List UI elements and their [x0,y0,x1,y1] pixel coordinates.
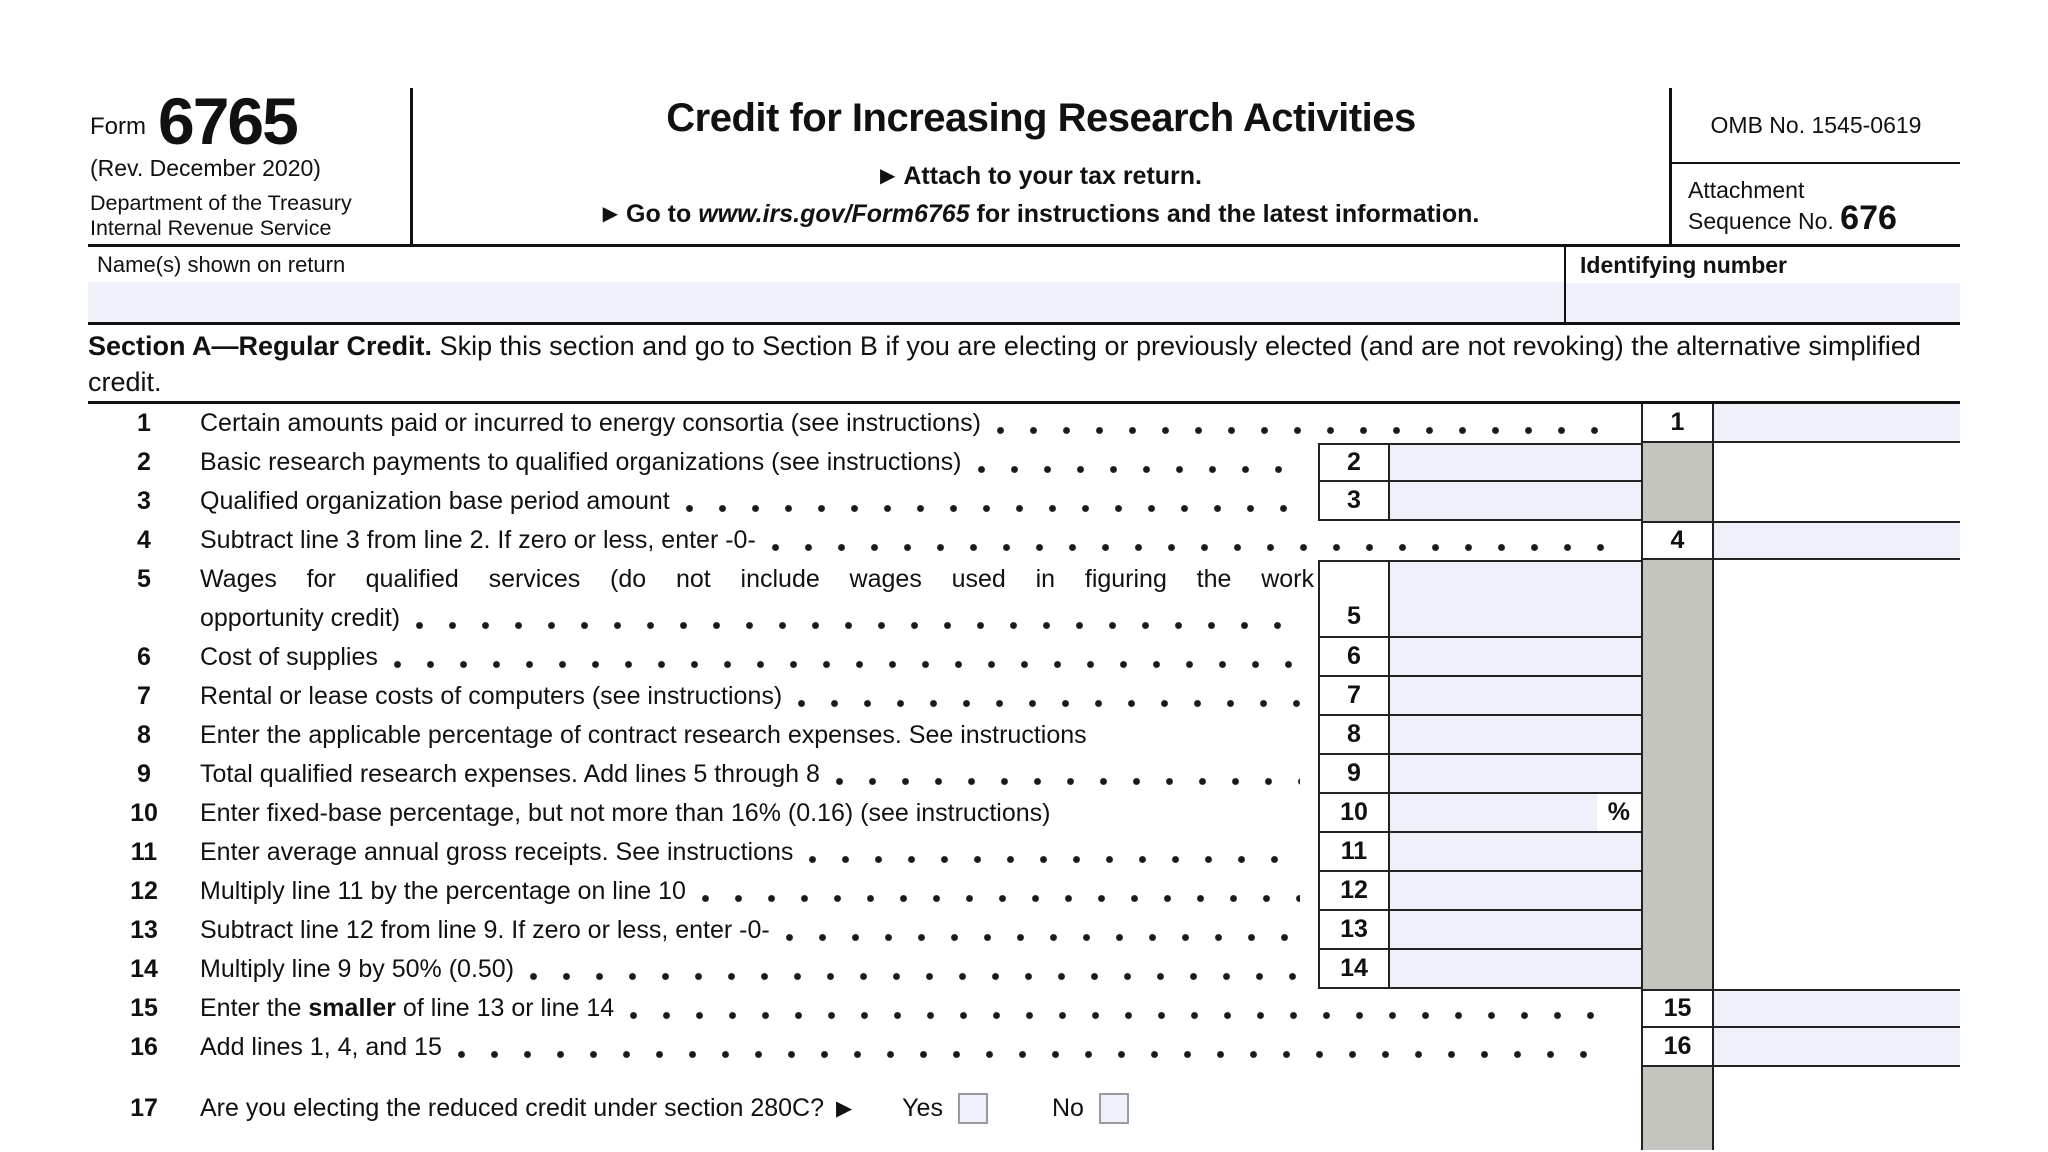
line-13-amount-input[interactable] [1390,911,1641,950]
line-5-amount-input[interactable] [1390,560,1641,638]
line-2-amount-input[interactable] [1390,443,1641,482]
taxpayer-identity-row [88,247,1960,325]
line-description: Wages for qualified services (do not include wages used in figuring the work [200,565,1314,593]
goto-instruction: ▶ Go to www.irs.gov/Form6765 for instructions and the latest information. [602,200,1480,228]
form-line-11 [88,833,1960,872]
shaded-cell [1641,950,1714,989]
line-13-box: 13 [1318,911,1390,950]
line-8-box: 8 [1318,716,1390,755]
line-12-box: 12 [1318,872,1390,911]
line-7-amount-input[interactable] [1390,677,1641,716]
line-number: 4 [137,526,151,554]
form-line-6 [88,638,1960,677]
yes-checkbox[interactable] [958,1093,988,1124]
line-2-box: 2 [1318,443,1390,482]
line-description: Enter the applicable percentage of contract research expenses. See instructions [200,721,1087,749]
line-description: Add lines 1, 4, and 15 [200,1033,442,1061]
yes-label: Yes [902,1094,943,1122]
line-4-amount-input[interactable] [1714,521,1960,560]
line-10-box: 10 [1318,794,1390,833]
line-number: 12 [130,877,158,905]
line-description: Enter fixed-base percentage, but not more than 16% (0.16) (see instructions) [200,799,1051,827]
revision-date: (Rev. December 2020) [90,155,321,181]
form-title-block [413,88,1672,244]
shaded-cell [1641,560,1714,638]
right-arrow-icon: ▶ [602,203,618,225]
form-line-4 [88,521,1960,560]
section-a-lines [88,404,1960,1150]
line-number: 7 [137,682,151,710]
line-14-box: 14 [1318,950,1390,989]
line-number: 14 [130,955,158,983]
name-label: Name(s) shown on return [97,252,346,277]
line-description: opportunity credit) [200,604,401,632]
omb-number: OMB No. 1545-0619 [1672,88,1960,164]
agency-name: Department of the Treasury Internal Revenue Service [90,191,352,240]
line-description: Enter average annual gross receipts. See instructions [200,838,794,866]
line-16-box: 16 [1641,1028,1714,1067]
form-line-12 [88,872,1960,911]
no-checkbox[interactable] [1099,1093,1129,1124]
shaded-cell [1641,716,1714,755]
line-number: 3 [137,487,151,515]
line-number: 13 [130,916,158,944]
form-6765 [88,84,1960,1150]
line-3-box: 3 [1318,482,1390,521]
dot-leader [457,1050,1611,1059]
line-9-amount-input[interactable] [1390,755,1641,794]
form-number: 6765 [158,84,297,158]
line-7-box: 7 [1318,677,1390,716]
form-word: Form [90,113,146,140]
shaded-cell [1641,833,1714,872]
line-description: Are you electing the reduced credit under section 280C? [200,1094,824,1122]
attachment-sequence: Attachment Sequence No. 676 [1688,177,1897,237]
sequence-number: 676 [1840,199,1897,237]
section-a-heading: Section A—Regular Credit. Skip this section and go to Section B if you are electing or previously elected (and are not revoking) the alternative simplified credit. [88,325,1960,404]
dot-leader [415,621,1300,630]
line-9-box: 9 [1318,755,1390,794]
dot-leader [701,894,1300,903]
right-arrow-icon: ▶ [836,1097,853,1120]
form-line-7 [88,677,1960,716]
form-identity-block [88,84,413,244]
form-line-16 [88,1028,1960,1067]
shaded-cell [1641,677,1714,716]
line-number: 8 [137,721,151,749]
line-description: Multiply line 11 by the percentage on line 10 [200,877,686,905]
line-description: Qualified organization base period amount [200,487,670,515]
shaded-cell [1641,872,1714,911]
line-16-amount-input[interactable] [1714,1028,1960,1067]
line-description: Basic research payments to qualified organizations (see instructions) [200,448,962,476]
dot-leader [1102,738,1300,747]
name-cell [88,247,1566,322]
line-5-box: 5 [1318,560,1390,638]
dot-leader [785,933,1300,942]
line-6-amount-input[interactable] [1390,638,1641,677]
line-description: Certain amounts paid or incurred to energy consortia (see instructions) [200,409,981,437]
line-description: Rental or lease costs of computers (see instructions) [200,682,783,710]
shaded-cell [1641,794,1714,833]
line-number: 9 [137,760,151,788]
form-line-13 [88,911,1960,950]
shaded-cell [1641,1067,1714,1150]
dot-leader [629,1011,1611,1020]
line-number: 11 [130,838,158,866]
line-number: 10 [130,799,158,827]
omb-block [1672,88,1960,244]
line-number: 17 [130,1094,158,1122]
irs-url: www.irs.gov/Form6765 [698,200,970,228]
line-10-percentage-input[interactable] [1390,794,1641,833]
identifying-number-cell [1566,247,1960,322]
shaded-cell [1641,638,1714,677]
form-line-15 [88,989,1960,1028]
line-description: Cost of supplies [200,643,378,671]
line-number: 6 [137,643,151,671]
form-line-17 [88,1067,1960,1150]
right-arrow-icon: ▶ [879,165,896,187]
line-1-amount-input[interactable] [1714,404,1960,443]
line-description: Multiply line 9 by 50% (0.50) [200,955,515,983]
shaded-cell [1641,482,1714,521]
attach-instruction: ▶ Attach to your tax return. [879,162,1203,190]
form-line-1 [88,404,1960,443]
form-line-9 [88,755,1960,794]
shaded-cell [1641,755,1714,794]
shaded-cell [1641,911,1714,950]
dot-leader [529,972,1300,981]
dot-leader [771,543,1611,552]
identifying-number-input[interactable] [1566,283,1960,322]
percent-suffix: % [1597,794,1641,831]
line-number: 1 [137,409,151,437]
dot-leader [797,699,1300,708]
line-description: Subtract line 3 from line 2. If zero or less, enter -0- [200,526,756,554]
line-15-box: 15 [1641,989,1714,1028]
line-6-box: 6 [1318,638,1390,677]
line-description: Subtract line 12 from line 9. If zero or less, enter -0- [200,916,770,944]
line-3-amount-input[interactable] [1390,482,1641,521]
form-line-8 [88,716,1960,755]
dot-leader [835,777,1300,786]
dot-leader [685,504,1300,513]
dot-leader [1065,816,1300,825]
identifying-number-label: Identifying number [1580,252,1787,278]
line-number: 16 [130,1033,158,1061]
form-line-2 [88,443,1960,482]
form-line-10 [88,794,1960,833]
line-4-box: 4 [1641,521,1714,560]
line-15-amount-input[interactable] [1714,989,1960,1028]
line-14-amount-input[interactable] [1390,950,1641,989]
shaded-cell [1641,443,1714,482]
form-title: Credit for Increasing Research Activities [666,96,1416,140]
line-description: Total qualified research expenses. Add lines 5 through 8 [200,760,820,788]
dot-leader [393,660,1300,669]
line-number: 2 [137,448,151,476]
form-header [88,84,1960,247]
line-description: Enter the smaller of line 13 or line 14 [200,994,615,1022]
form-line-3 [88,482,1960,521]
line-8-amount-input[interactable] [1390,716,1641,755]
line-number: 5 [137,565,151,593]
line-number: 15 [130,994,158,1022]
line-11-amount-input[interactable] [1390,833,1641,872]
line-12-amount-input[interactable] [1390,872,1641,911]
dot-leader [808,855,1300,864]
dot-leader [977,465,1301,474]
line-1-box: 1 [1641,404,1714,443]
form-line-5 [88,560,1960,638]
name-input[interactable] [88,282,1564,322]
line-11-box: 11 [1318,833,1390,872]
form-line-14 [88,950,1960,989]
dot-leader [996,426,1611,435]
no-label: No [1051,1094,1084,1122]
